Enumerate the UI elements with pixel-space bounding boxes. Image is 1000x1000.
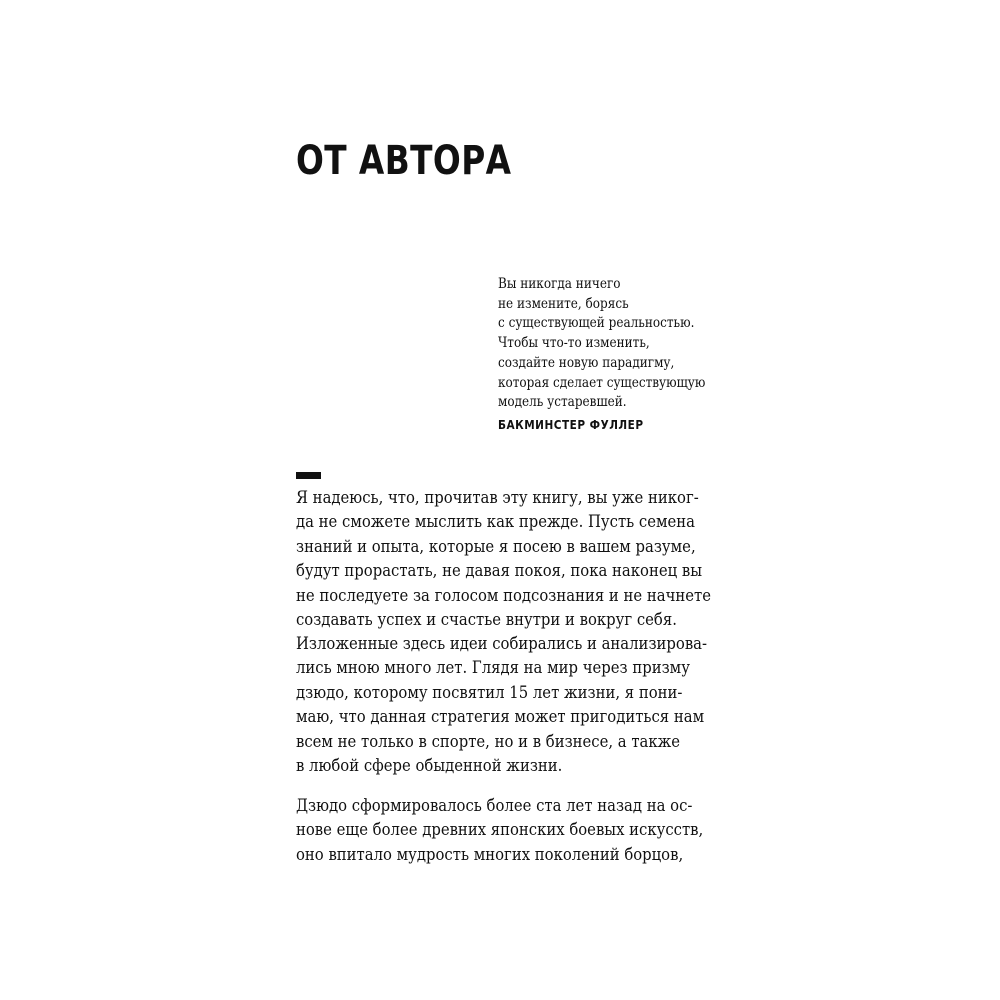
paragraph-line: лись мною много лет. Глядя на мир через призму bbox=[296, 658, 690, 679]
epigraph-author: БАКМИНСТЕР ФУЛЛЕР bbox=[498, 417, 644, 432]
epigraph-line: модель устаревшей. bbox=[498, 394, 627, 411]
paragraph-line: всем не только в спорте, но и в бизнесе, а также bbox=[296, 731, 681, 752]
epigraph-line: с существующей реальностью. bbox=[498, 315, 695, 332]
epigraph bbox=[498, 275, 728, 413]
body-paragraph bbox=[296, 632, 716, 778]
chapter-title: ОТ АВТОРА bbox=[296, 138, 512, 184]
paragraph-line: оно впитало мудрость многих поколений борцов, bbox=[296, 844, 684, 865]
paragraph-line: нове еще более древних японских боевых искусств, bbox=[296, 820, 704, 841]
body-paragraph bbox=[296, 794, 716, 867]
epigraph-line: Вы никогда ничего bbox=[498, 276, 621, 292]
paragraph-line: дзюдо, которому посвятил 15 лет жизни, я пони- bbox=[296, 682, 683, 703]
paragraph-line: знаний и опыта, которые я посею в вашем разуме, bbox=[296, 536, 696, 557]
epigraph-line: которая сделает существующую bbox=[498, 374, 706, 391]
body-paragraph bbox=[296, 486, 716, 632]
paragraph-line: в любой сфере обыденной жизни. bbox=[296, 756, 563, 777]
paragraph-line: маю, что данная стратегия может пригодиться нам bbox=[296, 707, 705, 728]
paragraph-line: не последуете за голосом подсознания и не начнете bbox=[296, 585, 712, 606]
epigraph-line: не измените, борясь bbox=[498, 295, 629, 312]
paragraph-line: Дзюдо сформировалось более ста лет назад на ос- bbox=[296, 796, 693, 816]
paragraph-line: Я надеюсь, что, прочитав эту книгу, вы уже никог- bbox=[296, 488, 699, 508]
paragraph-line: будут прорастать, не давая покоя, пока наконец вы bbox=[296, 561, 702, 582]
paragraph-line: создавать успех и счастье внутри и вокруг себя. bbox=[296, 610, 677, 631]
paragraph-line: Изложенные здесь идеи собирались и анализирова- bbox=[296, 634, 708, 654]
paragraph-line: да не сможете мыслить как прежде. Пусть семена bbox=[296, 512, 696, 533]
section-divider-bar bbox=[296, 472, 321, 479]
epigraph-line: создайте новую парадигму, bbox=[498, 354, 675, 371]
epigraph-line: Чтобы что-то изменить, bbox=[498, 335, 650, 352]
